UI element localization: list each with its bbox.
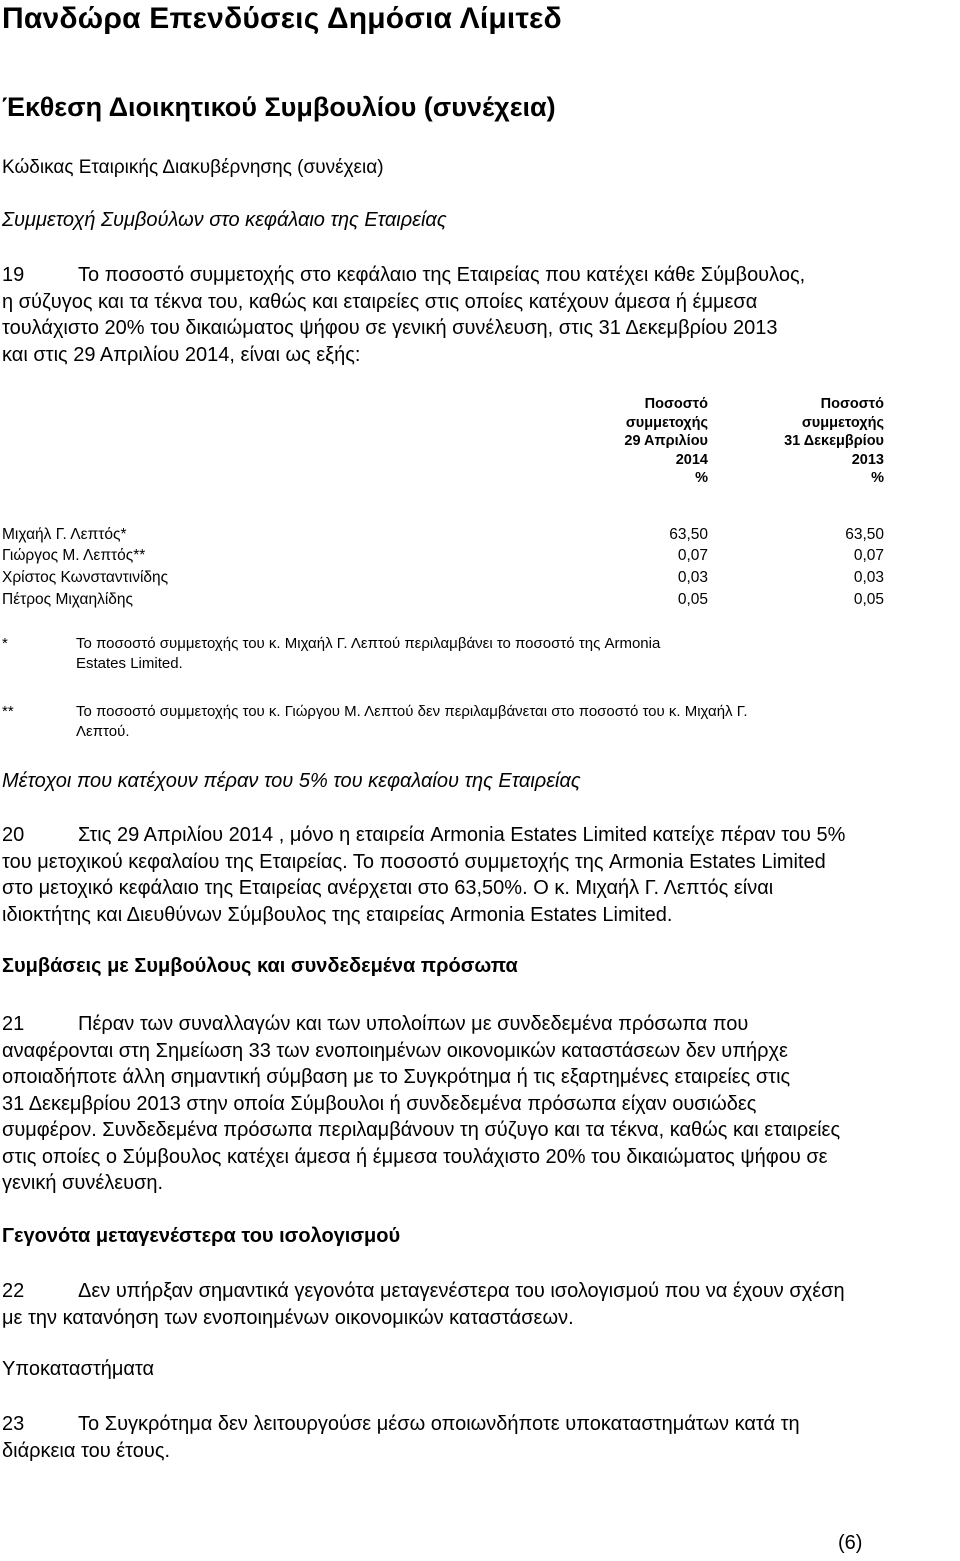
table-row <box>2 547 884 567</box>
company-title: Πανδώρα Επενδύσεις Δημόσια Λίμιτεδ <box>2 2 562 35</box>
paragraph-line: οποιαδήποτε άλλη σημαντική σύμβαση με το Συγκρότημα ή τις εξαρτημένες εταιρείες στις <box>2 1066 791 1088</box>
footnote-mark: ** <box>2 703 14 720</box>
paragraph-line: γενική συνέλευση. <box>2 1172 164 1194</box>
footnote-line: Estates Limited. <box>76 655 183 672</box>
paragraph-line: τουλάχιστο 20% του δικαιώματος ψήφου σε γενική συνέλευση, στις 31 Δεκεμβρίου 2013 <box>2 317 778 339</box>
director-name: Μιχαήλ Γ. Λεπτός* <box>2 526 127 543</box>
footnote-single-star <box>0 634 950 676</box>
table-row <box>2 591 884 611</box>
paragraph-number: 19 <box>2 264 25 286</box>
report-title: Έκθεση Διοικητικού Συμβουλίου (συνέχεια) <box>2 92 556 122</box>
column-header-april-2014: Ποσοστό συμμετοχής 29 Απριλίου 2014 % <box>624 396 708 486</box>
table-row <box>2 569 884 589</box>
paragraph-number: 23 <box>2 1413 25 1435</box>
percent-april-2014: 0,05 <box>677 591 708 608</box>
percent-april-2014: 63,50 <box>669 526 708 543</box>
paragraph-21 <box>2 1011 954 1201</box>
paragraph-number: 21 <box>2 1013 25 1035</box>
paragraph-line: Το ποσοστό συμμετοχής στο κεφάλαιο της Εταιρείας που κατέχει κάθε Σύμβουλος, <box>78 264 806 286</box>
subsequent-events-heading: Γεγονότα μεταγενέστερα του ισολογισμού <box>2 1225 401 1247</box>
paragraph-line: στις οποίες ο Σύμβουλος κατέχει άμεσα ή έμμεσα τουλάχιστο 20% του δικαιώματος ψήφου σε <box>2 1145 828 1168</box>
director-name: Χρίστος Κωνσταντινίδης <box>2 569 169 586</box>
paragraph-line: στο μετοχικό κεφάλαιο της Εταιρείας ανέρχεται στο 63,50%. Ο κ. Μιχαήλ Γ. Λεπτός είναι <box>2 877 774 899</box>
column-header-december-2013: Ποσοστό συμμετοχής 31 Δεκεμβρίου 2013 % <box>784 396 884 486</box>
paragraph-number: 22 <box>2 1280 25 1302</box>
paragraph-line: Στις 29 Απριλίου 2014 , μόνο η εταιρεία Armonia Estates Limited κατείχε πέραν του 5% <box>78 824 846 846</box>
footnote-line: Λεπτού. <box>76 723 130 740</box>
paragraph-line: Δεν υπήρξαν σημαντικά γεγονότα μεταγενέστερα του ισολογισμού που να έχουν σχέση <box>78 1280 845 1302</box>
page-number: (6) <box>838 1532 863 1554</box>
paragraph-22 <box>2 1278 954 1334</box>
table-row <box>2 526 884 546</box>
paragraph-line: διάρκεια του έτους. <box>2 1439 171 1462</box>
contracts-heading: Συμβάσεις με Συμβούλους και συνδεδεμένα πρόσωπα <box>2 955 518 977</box>
paragraph-23 <box>2 1411 954 1467</box>
director-name: Πέτρος Μιχαηλίδης <box>2 591 134 608</box>
paragraph-19 <box>2 262 954 372</box>
percent-april-2014: 0,03 <box>677 569 708 586</box>
percent-december-2013: 0,05 <box>853 591 884 608</box>
director-name: Γιώργος Μ. Λεπτός** <box>2 547 146 564</box>
section-heading: Κώδικας Εταιρικής Διακυβέρνησης (συνέχεια) <box>2 157 384 178</box>
paragraph-line: αναφέρονται στη Σημείωση 33 των ενοποιημένων οικονομικών καταστάσεων δεν υπήρχε <box>2 1039 788 1062</box>
paragraph-line: και στις 29 Απριλίου 2014, είναι ως εξής: <box>2 343 361 366</box>
paragraph-20 <box>2 822 954 932</box>
footnote-double-star <box>0 702 950 744</box>
directors-holdings-heading: Συμμετοχή Συμβούλων στο κεφάλαιο της Εταιρείας <box>2 209 447 231</box>
paragraph-line: η σύζυγος και τα τέκνα του, καθώς και εταιρείες στις οποίες κατέχουν άμεσα ή έμμεσα <box>2 290 758 313</box>
paragraph-number: 20 <box>2 824 25 846</box>
paragraph-line: του μετοχικού κεφαλαίου της Εταιρείας. Το ποσοστό συμμετοχής της Armonia Estates Limited <box>2 850 826 873</box>
paragraph-line: 31 Δεκεμβρίου 2013 στην οποία Σύμβουλοι ή συνδεδεμένα πρόσωπα είχαν ουσιώδες <box>2 1092 757 1115</box>
paragraph-line: Το Συγκρότημα δεν λειτουργούσε μέσω οποιωνδήποτε υποκαταστημάτων κατά τη <box>78 1413 800 1435</box>
footnote-line: Το ποσοστό συμμετοχής του κ. Γιώργου Μ. Λεπτού δεν περιλαμβάνεται στο ποσοστό του κ. Μιχαήλ Γ. <box>76 703 748 720</box>
major-shareholders-heading: Μέτοχοι που κατέχουν πέραν του 5% του κεφαλαίου της Εταιρείας <box>2 770 581 792</box>
percent-april-2014: 0,07 <box>677 547 708 564</box>
percent-december-2013: 63,50 <box>845 526 884 543</box>
paragraph-line: με την κατανόηση των ενοποιημένων οικονομικών καταστάσεων. <box>2 1306 574 1329</box>
percent-december-2013: 0,03 <box>853 569 884 586</box>
paragraph-line: Πέραν των συναλλαγών και των υπολοίπων με συνδεδεμένα πρόσωπα που <box>78 1013 749 1035</box>
footnote-line: Το ποσοστό συμμετοχής του κ. Μιχαήλ Γ. Λεπτού περιλαμβάνει το ποσοστό της Armonia <box>76 635 661 652</box>
footnote-mark: * <box>2 635 8 652</box>
percent-december-2013: 0,07 <box>853 547 884 564</box>
paragraph-line: ιδιοκτήτης και Διευθύνων Σύμβουλος της εταιρείας Armonia Estates Limited. <box>2 903 673 926</box>
branches-heading: Υποκαταστήματα <box>2 1358 155 1380</box>
paragraph-line: συμφέρον. Συνδεδεμένα πρόσωπα περιλαμβάνουν τη σύζυγο και τα τέκνα, καθώς και εταιρείες <box>2 1119 841 1141</box>
